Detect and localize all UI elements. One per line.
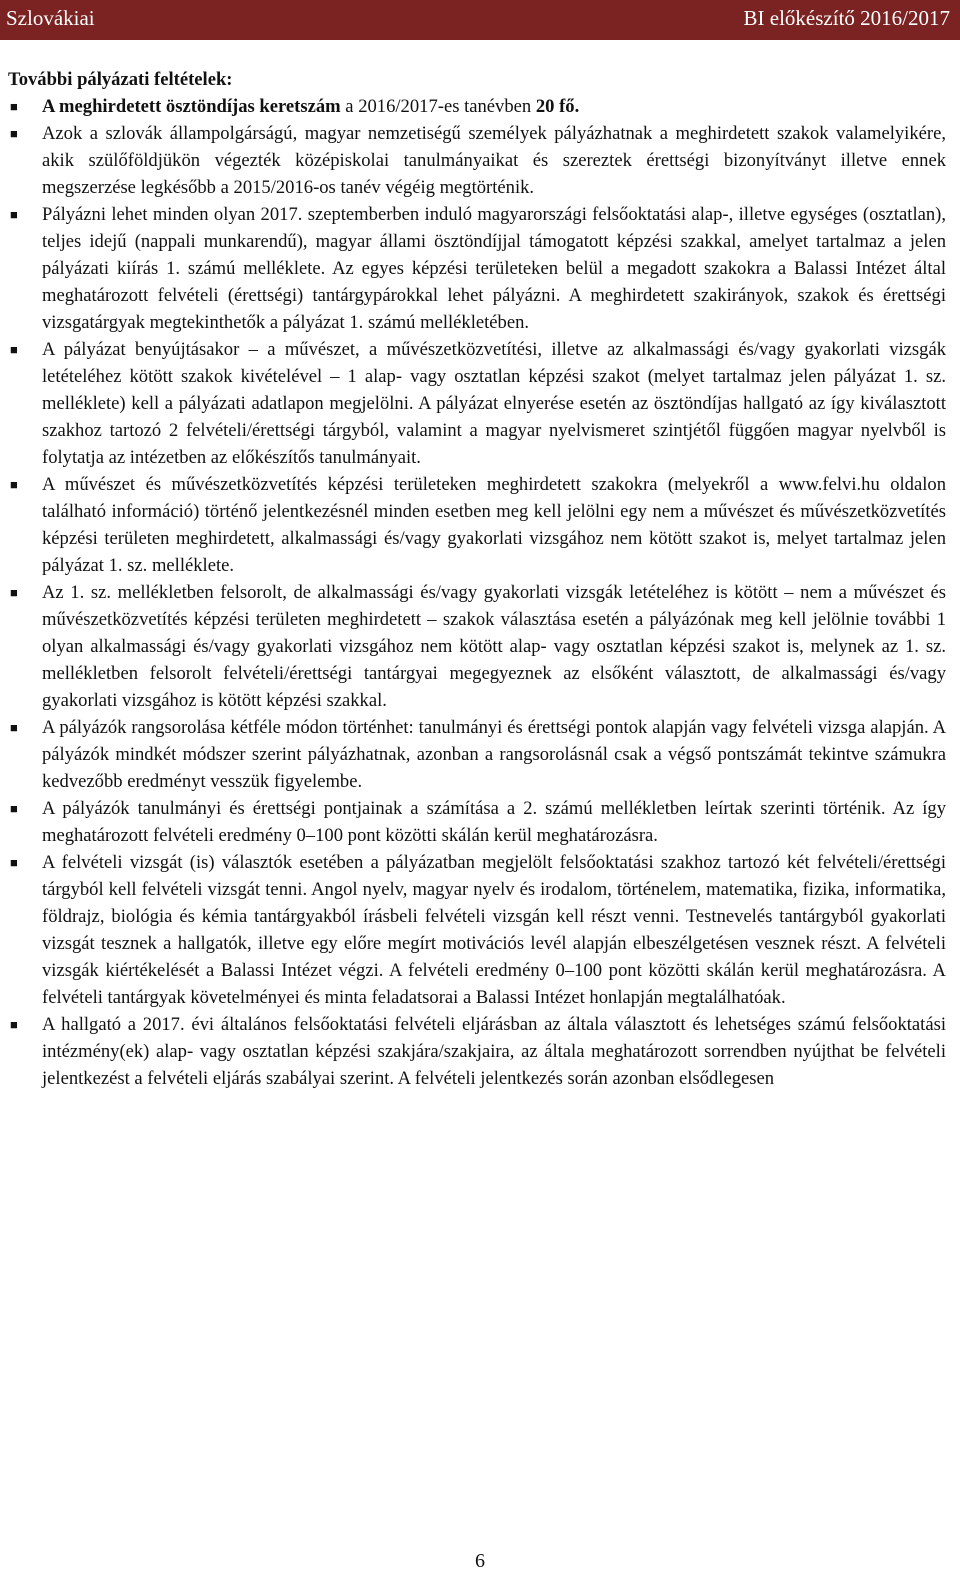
bullet-icon: ■ — [10, 207, 18, 222]
list-item — [8, 579, 946, 714]
list-item — [8, 795, 946, 849]
header-left-title: Szlovákiai — [6, 6, 95, 30]
quota-label: A meghirdetett ösztöndíjas keretszám — [42, 96, 341, 117]
list-item-text: A pályázat benyújtásakor – a művészet, a művészetközvetítési, illetve az alkalmassági és/vagy gyakorlati vizsgák letételéhez kötött szakok kivételével – 1 alap- vagy osztatlan képzési szakot (melyet tartalmaz jelen pályázat 1. sz. melléklete) kell a pályázati adatlapon megjelölni. A pályázat elnyerése esetén az ösztöndíjas hallgató az így kiválasztott szakhoz tartozó 2 felvételi/érettségi tárgyból, valamint a magyar nyelvismeret szintjétől függően magyar nyelvből is folytatja az intézetben az előkészítős tanulmányait. — [42, 339, 946, 468]
list-item — [8, 93, 946, 120]
bullet-icon: ■ — [10, 720, 18, 735]
list-item-text: A pályázók tanulmányi és érettségi pontjainak a számítása a 2. számú mellékletben leírtak szerinti történik. Az így meghatározott felvételi eredmény 0–100 pont közötti skálán kerül meghatározásra. — [42, 798, 946, 846]
document-body — [8, 66, 946, 1092]
page-number: 6 — [475, 1550, 485, 1572]
bullet-icon: ■ — [10, 1017, 18, 1032]
list-item-text: A hallgató a 2017. évi általános felsőoktatási felvételi eljárásban az általa választott és lehetséges számú felsőoktatási intézmény(ek) alap- vagy osztatlan képzési szakjára/szakjaira, az általa meghatározott sorrendben nyújthat be felvételi jelentkezést a felvételi eljárás szabályai szerint. A felvételi jelentkezés során azonban elsődlegesen — [42, 1014, 946, 1089]
list-item — [8, 201, 946, 336]
list-item — [8, 1011, 946, 1092]
bullet-icon: ■ — [10, 342, 18, 357]
list-item-text: Azok a szlovák állampolgárságú, magyar nemzetiségű személyek pályázhatnak a meghirdetett szakok valamelyikére, akik szülőföldjükön végezték középiskolai tanulmányaikat és szereztek érettségi bizonyítványt illetve ennek megszerzése legkésőbb a 2015/2016-os tanév végéig megtörténik. — [42, 123, 946, 198]
list-item-text: A művészet és művészetközvetítés képzési területeken meghirdetett szakokra (melyekről a www.felvi.hu oldalon található információ) történő jelentkezésnél minden esetben meg kell jelölni egy nem a művészet és művészetközvetítés képzési területen meghirdetett, alkalmassági és/vagy gyakorlati vizsgához nem kötött szakot is, melyet tartalmaz jelen pályázat 1. sz. melléklete. — [42, 474, 946, 576]
bullet-icon: ■ — [10, 585, 18, 600]
list-item-text: Az 1. sz. mellékletben felsorolt, de alkalmassági és/vagy gyakorlati vizsgák letételéhez is kötött – nem a művészet és művészetközvetítés képzési területen meghirdetett – szakok választása esetén a pályázónak meg kell jelölnie további 1 olyan alkalmassági és/vagy gyakorlati vizsgához nem kötött alap- vagy osztatlan képzési szakot is, melynek az 1. sz. mellékletben felsorolt felvételi/érettségi tantárgyai megegyeznek az elsőként választott, de alkalmassági és/vagy gyakorlati vizsgához is kötött képzési szakkal. — [42, 582, 946, 711]
section-heading: További pályázati feltételek: — [8, 69, 233, 90]
list-item — [8, 471, 946, 579]
header-right-title: BI előkészítő 2016/2017 — [743, 6, 950, 30]
conditions-list — [8, 93, 946, 1092]
bullet-icon: ■ — [10, 126, 18, 141]
list-item — [8, 849, 946, 1011]
page-header — [0, 0, 960, 40]
list-item-text: A felvételi vizsgát (is) választók esetében a pályázatban megjelölt felsőoktatási szakhoz tartozó két felvételi/érettségi tárgyból kell felvételi vizsgát tenni. Angol nyelv, magyar nyelv és irodalom, történelem, matematika, fizika, informatika, földrajz, biológia és kémia tantárgyakból írásbeli felvételi vizsgán kell részt venni. Testnevelés tantárgyból gyakorlati vizsgát tesznek a hallgatók, illetve egy előre megírt motivációs levél alapján elbeszélgetésen vesznek részt. A felvételi vizsgák kiértékelését a Balassi Intézet végzi. A felvételi eredmény 0–100 pont közötti skálán kerül meghatározásra. A felvételi tantárgyak követelményei és minta feladatsorai a Balassi Intézet honlapján megtalálhatóak. — [42, 852, 946, 1008]
list-item — [8, 714, 946, 795]
list-item-text: Pályázni lehet minden olyan 2017. szeptemberben induló magyarországi felsőoktatási alap-, illetve egységes (osztatlan), teljes idejű (nappali munkarendű), magyar állami ösztöndíjjal támogatott képzési szakkal, amelyet tartalmaz a jelen pályázati kiírás 1. számú melléklete. Az egyes képzési területeken belül a megadott szakokra a Balassi Intézet által meghatározott felvételi (érettségi) tantárgypárokkal lehet pályázni. A meghirdetett szakirányok, szakok és érettségi vizsgatárgyak megtekinthetők a pályázat 1. számú mellékletében. — [42, 204, 946, 333]
quota-text: a 2016/2017-es tanévben — [340, 96, 536, 117]
list-item — [8, 336, 946, 471]
bullet-icon: ■ — [10, 99, 18, 114]
bullet-icon: ■ — [10, 855, 18, 870]
quota-value: 20 fő. — [535, 96, 580, 117]
list-item — [8, 120, 946, 201]
bullet-icon: ■ — [10, 801, 18, 816]
list-item-text: A pályázók rangsorolása kétféle módon történhet: tanulmányi és érettségi pontok alapján vagy felvételi vizsga alapján. A pályázók mindkét módszer szerint pályázhatnak, azonban a rangsorolásnál csak a végső pontszámát tekintve számukra kedvezőbb eredményt vesszük figyelembe. — [42, 717, 946, 792]
bullet-icon: ■ — [10, 477, 18, 492]
